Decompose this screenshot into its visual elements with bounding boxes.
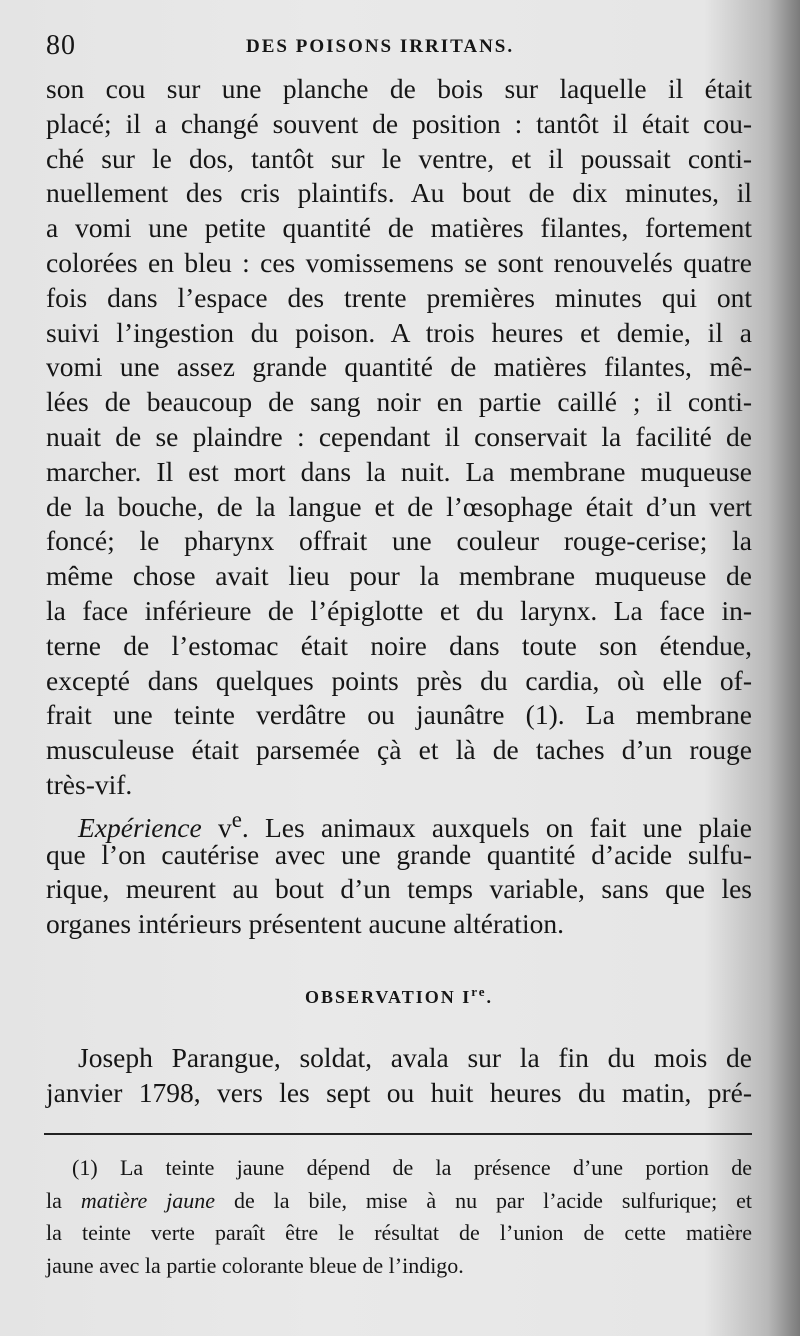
experience-label: Expérience xyxy=(78,811,202,843)
text-line: ché sur le dos, tantôt sur le ventre, et il poussait conti- xyxy=(46,142,752,174)
text-line: marcher. Il est mort dans la nuit. La membrane muqueuse xyxy=(46,455,752,487)
text-line: même chose avait lieu pour la membrane muqueuse de xyxy=(46,560,752,592)
main-text xyxy=(46,72,752,1007)
footnote-text: la xyxy=(46,1187,81,1213)
text-line: rique, meurent au bout d’un temps variable, sans que les xyxy=(46,873,752,905)
running-title: DES POISONS IRRITANS. xyxy=(246,36,515,57)
text-line: janvier 1798, vers les sept ou huit heures du matin, pré- xyxy=(46,1076,752,1108)
experience-first-line xyxy=(46,803,752,843)
text-line: suivi l’ingestion du poison. A trois heures et demie, il a xyxy=(46,316,752,348)
observation-heading xyxy=(46,984,752,1008)
observation-text xyxy=(46,1041,752,1111)
text-line: nuait de se plaindre : cependant il conservait la facilité de xyxy=(46,420,752,452)
experience-text: . Les animaux auxquels on fait une plaie xyxy=(241,811,752,843)
observation-title-sup: re xyxy=(471,984,487,999)
text-line: très-vif. xyxy=(46,768,133,800)
experience-number-sup: e xyxy=(231,806,242,832)
footnote xyxy=(46,1152,752,1282)
text-line: lées de beaucoup de sang noir en partie caillé ; il conti- xyxy=(46,386,752,418)
footnote-rule xyxy=(44,1133,752,1135)
text-line: a vomi une petite quantité de matières filantes, fortement xyxy=(46,212,752,244)
text-line: terne de l’estomac était noire dans toute son étendue, xyxy=(46,629,752,661)
observation-title: OBSERVATION I xyxy=(304,987,472,1007)
footnote-line: (1) La teinte jaune dépend de la présence d’une portion de xyxy=(72,1155,752,1180)
page-number: 80 xyxy=(46,30,76,61)
text-line: fois dans l’espace des trente premières minutes qui ont xyxy=(46,281,752,313)
text-line: organes intérieurs présentent aucune altération. xyxy=(46,908,564,940)
text-line: musculeuse était parsemée çà et là de taches d’un rouge xyxy=(46,734,752,766)
text-line: de la bouche, de la langue et de l’œsophage était d’un vert xyxy=(46,490,752,522)
text-line: excepté dans quelques points près du cardia, où elle of- xyxy=(46,664,752,696)
footnote-line: jaune avec la partie colorante bleue de l’indigo. xyxy=(46,1252,464,1278)
text-line: son cou sur une planche de bois sur laquelle il était xyxy=(46,73,752,104)
text-line: colorées en bleu : ces vomissemens se sont renouvelés quatre xyxy=(46,246,752,278)
experience-number: v xyxy=(217,811,232,843)
observation-title-end: . xyxy=(486,987,494,1007)
footnote-line xyxy=(46,1185,752,1218)
text-line: la face inférieure de l’épiglotte et du larynx. La face in- xyxy=(46,594,752,626)
text-line: nuellement des cris plaintifs. Au bout de dix minutes, il xyxy=(46,177,752,209)
text-line: placé; il a changé souvent de position : tantôt il était cou- xyxy=(46,107,752,139)
footnote-line: la teinte verte paraît être le résultat de l’union de cette matière xyxy=(46,1220,752,1245)
text-line: que l’on cautérise avec une grande quantité d’acide sulfu- xyxy=(46,838,752,870)
text-line: foncé; le pharynx offrait une couleur rouge-cerise; la xyxy=(46,525,752,557)
text-line: vomi une assez grande quantité de matières filantes, mê- xyxy=(46,351,752,383)
footnote-emphasis: matière jaune xyxy=(80,1187,216,1213)
text-line: Joseph Parangue, soldat, avala sur la fin du mois de xyxy=(78,1042,752,1073)
running-header xyxy=(46,30,746,70)
text-line: frait une teinte verdâtre ou jaunâtre (1). La membrane xyxy=(46,699,752,731)
footnote-text: de la bile, mise à nu par l’acide sulfurique; et xyxy=(215,1187,752,1213)
